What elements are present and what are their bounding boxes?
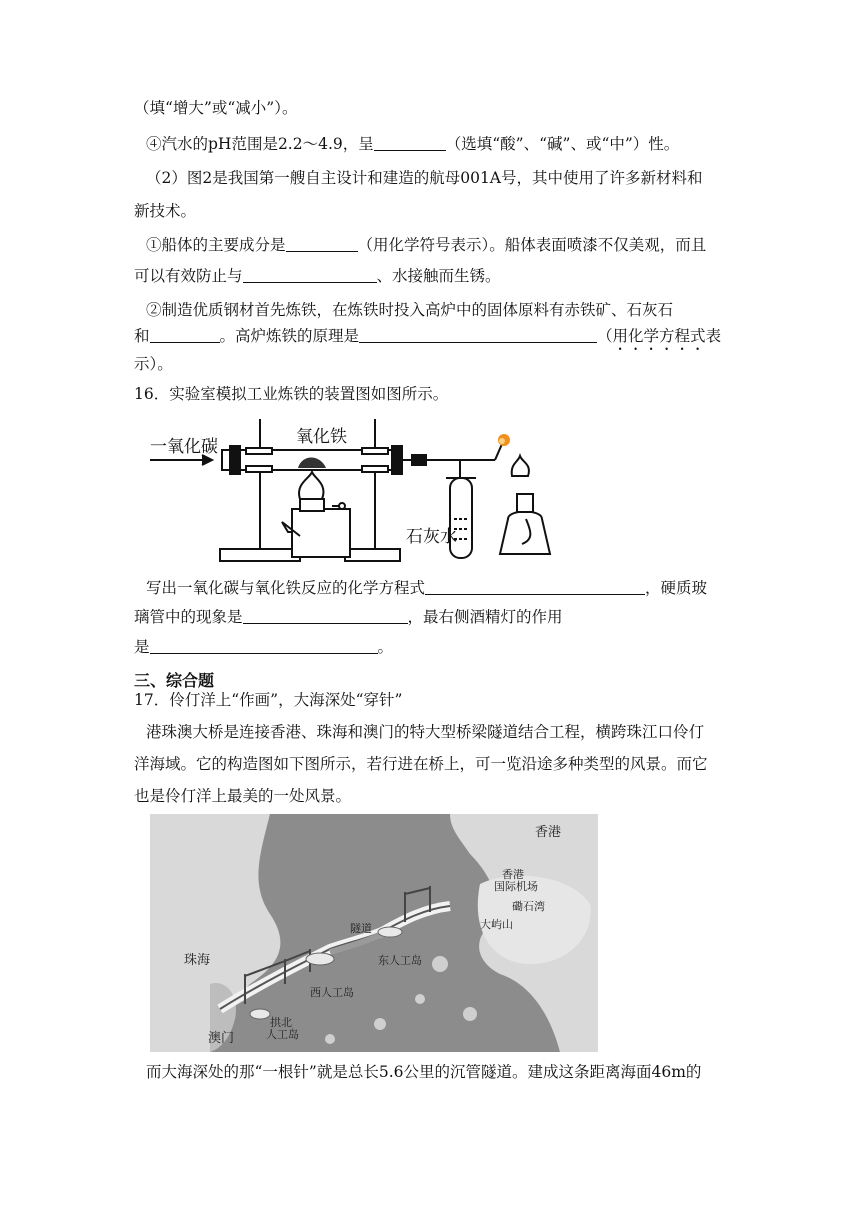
question-17-title: 17．伶仃洋上“作画”，大海深处“穿针” — [134, 691, 403, 709]
answer-blank[interactable] — [243, 266, 377, 283]
map-label-gongbei-line2: 人工岛 — [266, 1028, 299, 1041]
text-span: 、水接触而生锈。 — [376, 267, 501, 285]
text-line: 也是伶仃洋上最美的一处风景。 — [134, 787, 352, 805]
emphasized-text: 用化学方程式 — [612, 327, 706, 345]
map-label-shekou: 磡石湾 — [512, 900, 545, 913]
text-span: ，最右侧酒精灯的作用 — [407, 608, 563, 626]
question-16-title: 16．实验室模拟工业炼铁的装置图如图所示。 — [134, 385, 449, 403]
text-span: ，硬质玻 — [645, 579, 708, 597]
text-span: （选填“酸”、“碱”、或“中”）性。 — [445, 135, 680, 153]
map-label-east-island: 东人工岛 — [378, 954, 422, 967]
text-span: 可以有效防止与 — [134, 267, 243, 285]
text-line — [134, 326, 721, 354]
text-span: 表 — [705, 327, 722, 345]
map-label-zhuhai: 珠海 — [184, 953, 211, 968]
map-label-airport-line1: 香港 — [502, 868, 524, 881]
text-line — [146, 235, 706, 255]
answer-blank[interactable] — [359, 326, 597, 343]
text-line — [134, 607, 563, 627]
text-line: 新技术。 — [134, 202, 197, 220]
section-heading: 三、综合题 — [134, 671, 215, 690]
map-label-hongkong: 香港 — [535, 825, 562, 840]
text-span: ④汽水的pH范围是2.2～4.9，呈 — [146, 135, 374, 153]
limewater-label: 石灰水 — [406, 527, 457, 547]
answer-blank[interactable] — [150, 326, 220, 343]
hzmb-map-figure — [150, 814, 598, 1052]
text-span: 。高炉炼铁的原理是 — [219, 327, 360, 345]
text-span: （ — [597, 327, 613, 345]
ironmaking-apparatus-figure — [150, 414, 720, 569]
co-label: 一氧化碳 — [150, 437, 218, 457]
map-label-tunnel: 隧道 — [350, 922, 372, 935]
text-line — [134, 637, 393, 657]
answer-blank[interactable] — [286, 235, 358, 252]
text-span: 璃管中的现象是 — [134, 608, 243, 626]
text-line: （填“增大”或“减小”）。 — [134, 99, 298, 117]
answer-blank[interactable] — [243, 607, 408, 624]
text-line: 而大海深处的那“一根针”就是总长5.6公里的沉管隧道。建成这条距离海面46m的 — [146, 1063, 702, 1081]
text-line: 港珠澳大桥是连接香港、珠海和澳门的特大型桥梁隧道结合工程，横跨珠江口伶仃 — [146, 723, 705, 741]
text-line: 示）。 — [134, 355, 173, 373]
text-line: 洋海域。它的构造图如下图所示，若行进在桥上，可一览沿途多种类型的风景。而它 — [134, 755, 708, 773]
fe2o3-label: 氧化铁 — [296, 427, 347, 447]
text-line: （2）图2是我国第一艘自主设计和建造的航母001A号，其中使用了许多新材料和 — [146, 169, 703, 187]
answer-blank[interactable] — [374, 134, 446, 151]
map-label-macau: 澳门 — [208, 1031, 235, 1046]
map-label-dayushan: 大屿山 — [480, 918, 513, 931]
answer-blank[interactable] — [425, 578, 645, 595]
answer-blank[interactable] — [150, 637, 378, 654]
text-line — [134, 266, 501, 286]
text-span: （用化学符号表示）。船体表面喷漆不仅美观，而且 — [357, 236, 707, 254]
text-span: 写出一氧化碳与氧化铁反应的化学方程式 — [146, 579, 426, 597]
text-line: ②制造优质钢材首先炼铁，在炼铁时投入高炉中的固体原料有赤铁矿、石灰石 — [146, 301, 674, 319]
text-span: 和 — [134, 327, 150, 345]
map-label-west-island: 西人工岛 — [310, 986, 354, 999]
text-line — [146, 578, 707, 598]
map-label-gongbei-line1: 拱北 — [270, 1016, 292, 1029]
text-line — [146, 134, 679, 154]
text-span: 是 — [134, 638, 150, 656]
map-label-airport-line2: 国际机场 — [494, 880, 538, 893]
text-span: 。 — [377, 638, 394, 656]
text-span: ①船体的主要成分是 — [146, 236, 286, 254]
